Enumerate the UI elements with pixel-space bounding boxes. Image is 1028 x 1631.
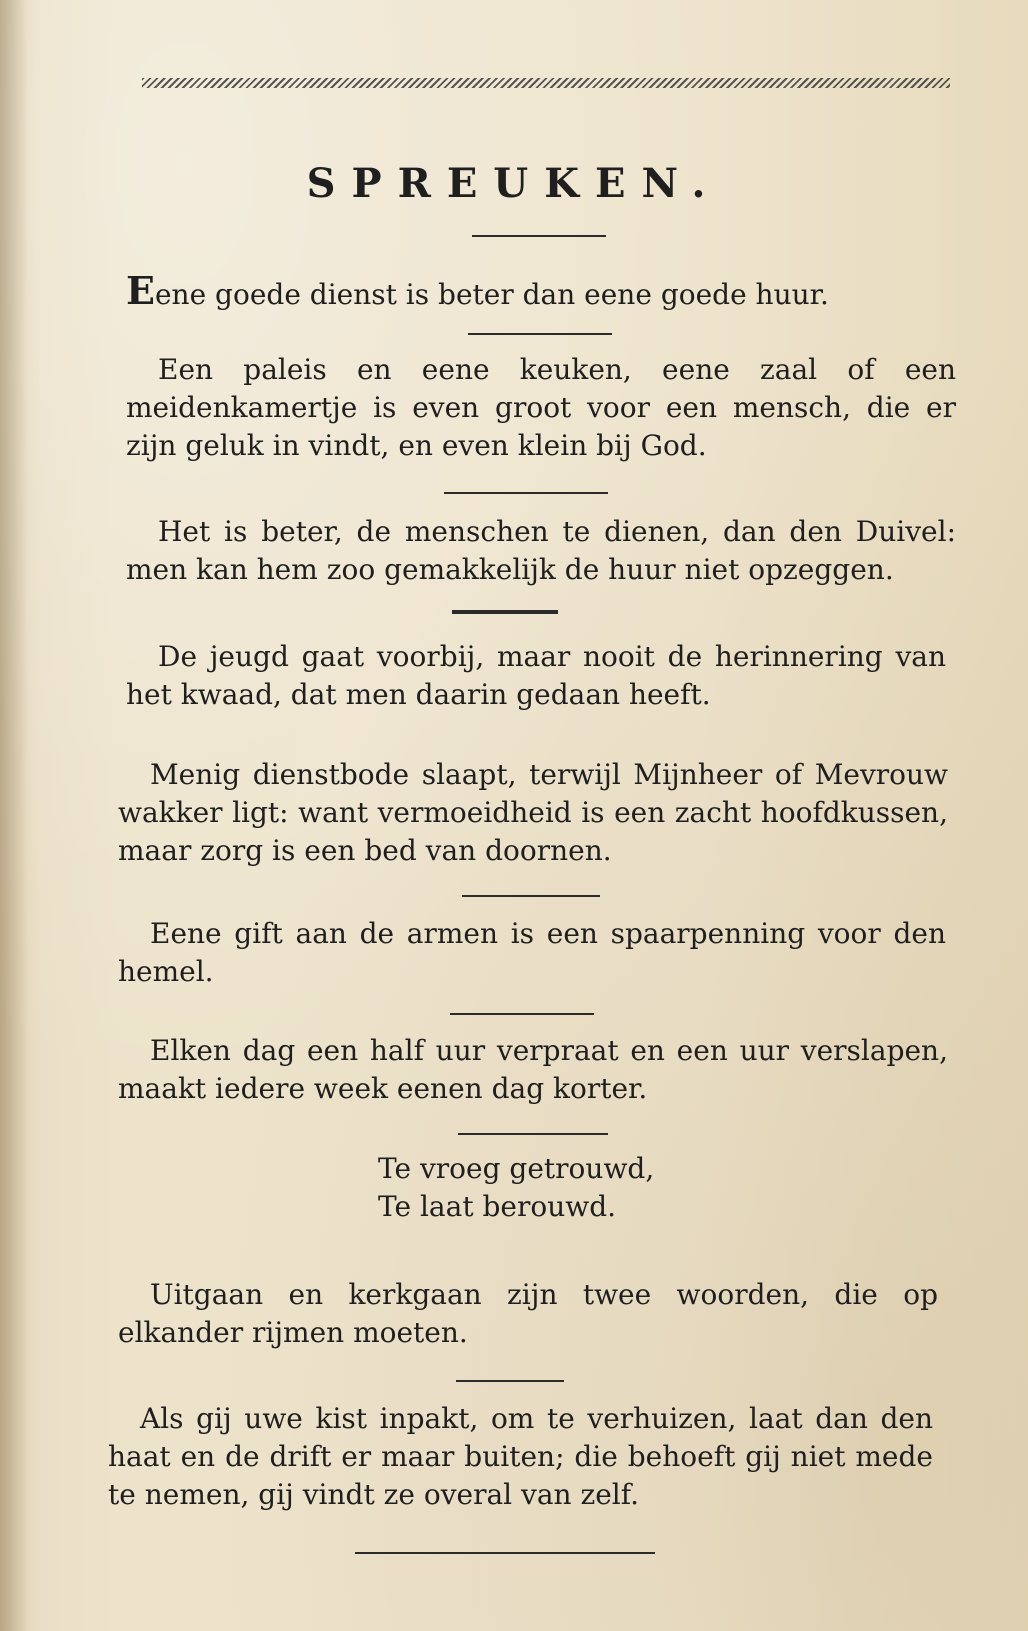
proverb-1-text: ene goede dienst is beter dan eene goede huur.: [154, 278, 829, 311]
proverb-divider-1: [468, 333, 612, 335]
proverb-1-dropcap: E: [126, 268, 155, 313]
proverb-divider-2: [444, 492, 608, 494]
proverb-divider-3: [452, 610, 558, 614]
proverb-divider-6: [450, 1013, 594, 1015]
proverb-4: De jeugd gaat voorbij, maar nooit de herinnering van het kwaad, dat men daarin gedaan heeft.: [126, 640, 946, 711]
proverb-divider-8: [456, 1380, 564, 1382]
proverb-divider-5: [462, 895, 600, 897]
title-divider: [472, 235, 606, 237]
proverb-3: Het is beter, de menschen te dienen, dan den Duivel: men kan hem zoo gemakkelijk de huur niet opzeggen.: [126, 515, 956, 586]
ornamental-top-rule: [142, 78, 950, 88]
proverb-8: Uitgaan en kerkgaan zijn twee woorden, die op elkander rijmen moeten.: [118, 1278, 938, 1349]
couplet-line-2: Te laat berouwd.: [378, 1190, 617, 1223]
proverb-2: Een paleis en eene keuken, eene zaal of een meidenkamertje is even groot voor een mensch, die er zijn geluk in vindt, en even klein bij God.: [126, 353, 956, 462]
proverb-7: Elken dag een half uur verpraat en een uur verslapen, maakt iedere week eenen dag korter.: [118, 1034, 948, 1105]
proverb-9: Als gij uwe kist inpakt, om te verhuizen, laat dan den haat en de drift er maar buiten; die behoeft gij niet mede te nemen, gij vindt ze overal van zelf.: [108, 1402, 933, 1511]
couplet: [378, 1150, 654, 1226]
proverb-5: Menig dienstbode slaapt, terwijl Mijnheer of Mevrouw wakker ligt: want vermoeidheid is een zacht hoofdkussen, maar zorg is een bed van doornen.: [118, 758, 948, 867]
couplet-line-1: Te vroeg getrouwd,: [378, 1152, 655, 1185]
page-title: SPREUKEN.: [306, 160, 722, 207]
page-gutter-shadow: [0, 0, 28, 1631]
proverb-6: Eene gift aan de armen is een spaarpenning voor den hemel.: [118, 917, 946, 988]
proverb-1: [126, 268, 921, 314]
proverb-divider-7: [458, 1133, 608, 1135]
bottom-divider: [355, 1552, 655, 1554]
